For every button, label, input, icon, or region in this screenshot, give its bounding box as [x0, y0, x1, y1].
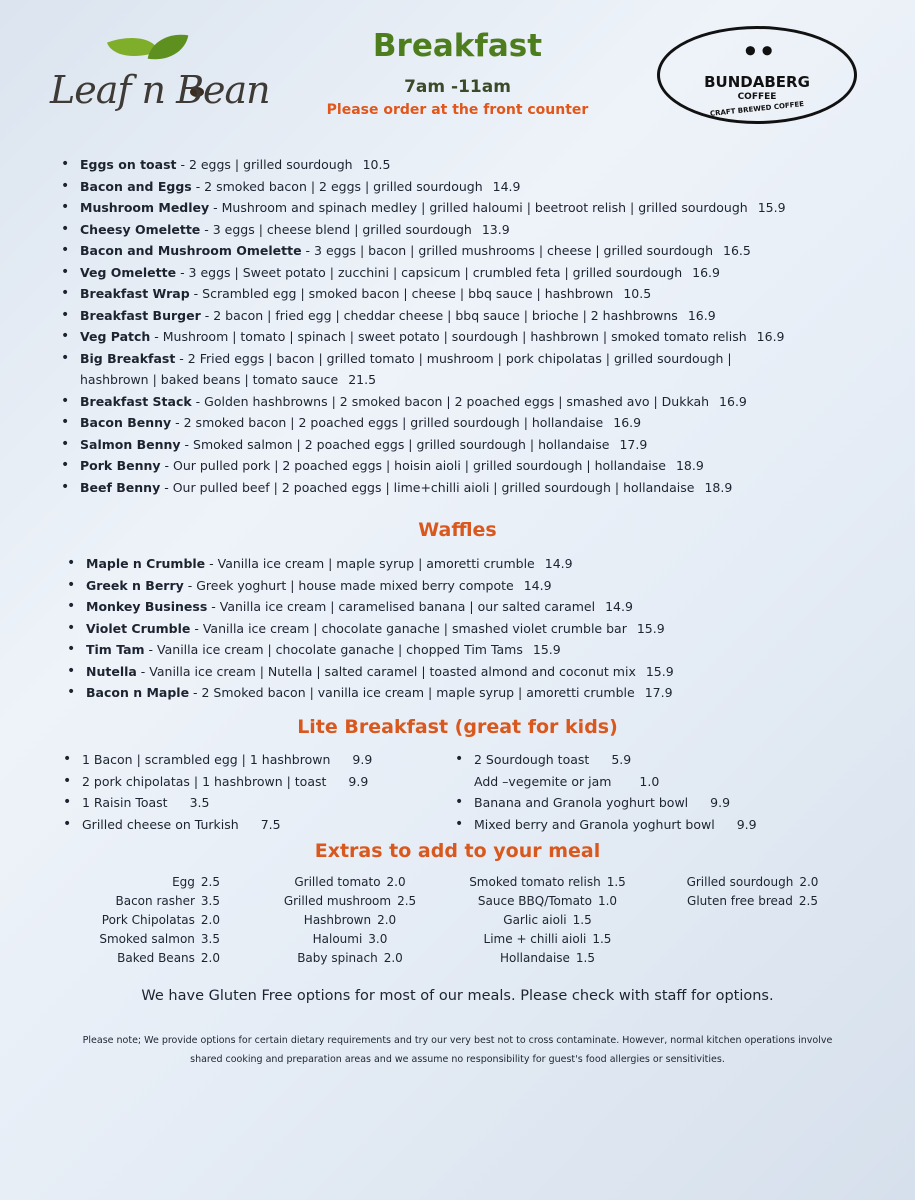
menu-item	[58, 305, 786, 327]
extra-item	[455, 911, 640, 930]
item-description: - Golden hashbrowns | 2 smoked bacon | 2 poached eggs | smashed avo | Dukkah	[191, 393, 710, 409]
menu-item	[58, 176, 786, 198]
item-name: 2 Sourdough toast	[474, 752, 590, 767]
lite-item	[60, 814, 372, 836]
extra-price: 3.5	[200, 932, 220, 946]
menu-item	[64, 618, 674, 640]
extra-price: 2.0	[200, 951, 220, 965]
menu-item	[58, 455, 786, 477]
item-description: - 3 eggs | Sweet potato | zucchini | capsicum | crumbled feta | grilled sourdough	[176, 264, 683, 280]
extra-item	[260, 911, 440, 930]
extra-item	[60, 949, 220, 968]
menu-item	[64, 575, 674, 597]
item-description: - Our pulled beef | 2 poached eggs | lime+chilli aioli | grilled sourdough | hollandaise	[160, 479, 695, 495]
item-price: 17.9	[619, 436, 648, 452]
page-title: Breakfast	[372, 28, 543, 64]
item-price: 16.9	[756, 329, 785, 344]
item-price: 14.9	[523, 577, 552, 593]
breakfast-list	[58, 154, 786, 498]
item-price: 15.9	[757, 200, 786, 215]
extra-name: Grilled sourdough	[686, 875, 794, 889]
item-price: 9.9	[710, 795, 731, 810]
logo-brand-name: BUNDABERG	[704, 73, 810, 91]
item-name: Bacon n Maple	[86, 685, 190, 700]
item-price: 16.5	[723, 243, 751, 258]
extra-name: Garlic aioli	[503, 913, 567, 927]
menu-item	[58, 434, 786, 456]
item-price: 16.9	[613, 415, 642, 430]
item-price: 15.9	[636, 620, 665, 636]
item-price: 18.9	[675, 458, 704, 473]
extra-price: 2.0	[383, 951, 403, 965]
waffles-heading: Waffles	[418, 519, 497, 541]
item-name: Breakfast Burger	[80, 307, 201, 323]
item-price: 15.9	[645, 663, 674, 679]
item-price: 14.9	[605, 599, 633, 614]
lite-breakfast-heading: Lite Breakfast (great for kids)	[297, 716, 618, 738]
item-price: 18.9	[704, 479, 733, 495]
logo-brand-sub: COFFEE	[737, 92, 777, 102]
item-name: Mixed berry and Granola yoghurt bowl	[474, 816, 715, 832]
lite-item	[452, 792, 757, 814]
addon-price: 1.0	[639, 773, 660, 789]
menu-item	[58, 391, 786, 413]
item-name: Greek n Berry	[86, 577, 184, 593]
menu-item	[58, 412, 786, 434]
item-price: 13.9	[481, 221, 510, 237]
item-description: - 2 smoked bacon | 2 poached eggs | grilled sourdough | hollandaise	[171, 415, 604, 430]
extra-name: Baby spinach	[297, 951, 378, 965]
item-description: - Greek yoghurt | house made mixed berry compote	[183, 577, 514, 593]
extras-column	[60, 873, 220, 968]
menu-item	[64, 596, 674, 618]
item-price: 5.9	[611, 752, 632, 767]
item-name: Bacon and Mushroom Omelette	[80, 243, 302, 258]
menu-item	[64, 553, 674, 575]
menu-item	[58, 326, 786, 348]
extra-price: 2.5	[200, 875, 220, 889]
item-description: - Vanilla ice cream | chocolate ganache | smashed violet crumble bar	[190, 620, 627, 636]
extra-name: Sauce BBQ/Tomato	[477, 894, 592, 908]
extra-item	[455, 930, 640, 949]
item-description: - Vanilla ice cream | caramelised banana | our salted caramel	[207, 599, 596, 614]
item-name: Bacon and Eggs	[80, 178, 192, 194]
item-price: 17.9	[644, 685, 673, 700]
menu-item	[58, 348, 786, 391]
extra-item	[60, 911, 220, 930]
item-description: - 2 smoked bacon | 2 eggs | grilled sourdough	[191, 178, 483, 194]
extra-price: 2.0	[200, 913, 220, 927]
allergy-disclaimer: Please note; We provide options for certain dietary requirements and try our very best not to cross contaminate. However, normal kitchen operations involve shared cooking and preparation areas and we assume no responsibility for guest's food allergies or sensitivities.	[82, 1035, 833, 1065]
extra-item	[60, 873, 220, 892]
item-price: 16.9	[719, 393, 747, 409]
logo-text: Leaf n Bean	[50, 68, 270, 112]
addon-name: Add –vegemite or jam	[474, 773, 612, 789]
extras-column	[455, 873, 640, 968]
item-description: - 2 Smoked bacon | vanilla ice cream | maple syrup | amoretti crumble	[189, 685, 635, 700]
extra-name: Grilled tomato	[294, 875, 381, 889]
extra-item	[260, 949, 440, 968]
menu-item	[58, 197, 786, 219]
item-price: 16.9	[687, 307, 716, 323]
extra-item	[455, 873, 640, 892]
item-name: Pork Benny	[80, 458, 161, 473]
extra-item	[665, 892, 840, 911]
item-name: Veg Omelette	[80, 264, 177, 280]
item-description: - 3 eggs | bacon | grilled mushrooms | cheese | grilled sourdough	[301, 243, 713, 258]
item-description: - Smoked salmon | 2 poached eggs | grilled sourdough | hollandaise	[180, 436, 610, 452]
item-description: - Mushroom and spinach medley | grilled haloumi | beetroot relish | grilled sourdough	[209, 200, 748, 215]
gluten-free-note: We have Gluten Free options for most of our meals. Please check with staff for options.	[141, 988, 774, 1004]
extra-item	[260, 930, 440, 949]
extra-price: 1.5	[575, 951, 596, 965]
menu-item	[58, 219, 786, 241]
extra-price: 3.5	[200, 894, 220, 908]
menu-item	[64, 682, 674, 704]
item-price: 15.9	[532, 642, 561, 657]
extra-name: Gluten free bread	[687, 894, 793, 908]
menu-item	[64, 661, 674, 683]
waffles-list	[64, 553, 674, 704]
extra-item	[60, 930, 220, 949]
item-name: Cheesy Omelette	[80, 221, 201, 237]
item-price: 10.5	[623, 286, 652, 301]
menu-item	[58, 477, 786, 499]
item-price: 9.9	[348, 773, 369, 789]
item-name: Breakfast Stack	[80, 393, 192, 409]
extra-price: 1.5	[592, 932, 612, 946]
extras-column	[665, 873, 840, 911]
extra-price: 2.5	[397, 894, 417, 908]
lite-breakfast-list-right	[452, 749, 757, 835]
extra-name: Hollandaise	[499, 951, 570, 965]
item-name: Beef Benny	[80, 479, 161, 495]
extra-name: Lime + chilli aioli	[483, 932, 587, 946]
item-price: 16.9	[692, 264, 720, 280]
item-name: 2 pork chipolatas | 1 hashbrown | toast	[82, 773, 327, 789]
extra-price: 2.5	[798, 894, 818, 908]
leaf-icon	[148, 29, 189, 65]
extra-item	[260, 892, 440, 911]
item-name: Tim Tam	[86, 642, 145, 657]
logo-tagline: CRAFT BREWED COFFEE	[709, 100, 805, 118]
item-description: - Mushroom | tomato | spinach | sweet potato | sourdough | hashbrown | smoked tomato relish	[150, 329, 747, 344]
item-name: Salmon Benny	[80, 436, 181, 452]
item-description: - Scrambled egg | smoked bacon | cheese | bbq sauce | hashbrown	[189, 286, 614, 301]
item-price: 9.9	[352, 752, 373, 767]
item-price: 14.9	[492, 178, 521, 194]
extra-name: Smoked salmon	[99, 932, 195, 946]
item-description: - 2 Fried eggs | bacon | grilled tomato | mushroom | pork chipolatas | grilled sourdough |	[175, 350, 732, 366]
extra-name: Haloumi	[312, 932, 363, 946]
item-name: Violet Crumble	[86, 620, 191, 636]
item-name: Big Breakfast	[80, 350, 176, 366]
item-description: - 3 eggs | cheese blend | grilled sourdough	[200, 221, 472, 237]
extra-name: Bacon rasher	[115, 894, 195, 908]
extra-name: Hashbrown	[303, 913, 372, 927]
extras-heading: Extras to add to your meal	[314, 840, 601, 862]
extra-price: 2.0	[799, 875, 819, 889]
item-name: Bacon Benny	[80, 415, 172, 430]
lite-item	[60, 771, 372, 793]
menu-item	[58, 262, 786, 284]
item-description: - Our pulled pork | 2 poached eggs | hoisin aioli | grilled sourdough | hollandaise	[160, 458, 666, 473]
extra-price: 2.0	[386, 875, 406, 889]
item-price: 3.5	[189, 795, 210, 810]
bundaberg-coffee-logo	[657, 26, 857, 124]
extra-price: 2.0	[377, 913, 397, 927]
extra-name: Smoked tomato relish	[469, 875, 601, 889]
extra-item	[455, 949, 640, 968]
menu-item	[58, 240, 786, 262]
item-name: Breakfast Wrap	[80, 286, 190, 301]
item-name: Eggs on toast	[80, 157, 177, 172]
opening-hours: 7am -11am	[404, 77, 511, 97]
extra-name: Baked Beans	[117, 951, 195, 965]
menu-item	[58, 283, 786, 305]
extra-price: 1.5	[606, 875, 626, 889]
menu-item	[64, 639, 674, 661]
lite-item	[452, 749, 757, 771]
item-description: - 2 bacon | fried egg | cheddar cheese | bbq sauce | brioche | 2 hashbrowns	[200, 307, 678, 323]
item-name: Mushroom Medley	[80, 200, 210, 215]
item-name: 1 Raisin Toast	[82, 795, 168, 810]
item-price: 7.5	[260, 816, 281, 832]
extra-item	[665, 873, 840, 892]
item-description: - Vanilla ice cream | maple syrup | amoretti crumble	[205, 556, 535, 571]
coffee-beans-icon: ⚫⚫	[742, 39, 776, 63]
item-name: Monkey Business	[86, 599, 208, 614]
lite-addon	[452, 771, 757, 793]
item-price: 10.5	[362, 157, 391, 172]
item-name: Grilled cheese on Turkish	[82, 816, 239, 832]
extra-price: 3.0	[368, 932, 388, 946]
extra-name: Egg	[172, 875, 195, 889]
item-name: Nutella	[86, 663, 137, 679]
extra-item	[455, 892, 640, 911]
order-note: Please order at the front counter	[326, 102, 589, 118]
extra-item	[60, 892, 220, 911]
item-name: 1 Bacon | scrambled egg | 1 hashbrown	[82, 752, 331, 767]
lite-breakfast-list-left	[60, 749, 372, 835]
menu-item	[58, 154, 786, 176]
item-description-cont	[80, 369, 786, 391]
lite-item	[60, 749, 372, 771]
leaf-n-bean-logo	[50, 32, 310, 112]
extra-name: Pork Chipolatas	[101, 913, 195, 927]
item-name: Veg Patch	[80, 329, 151, 344]
item-description: - Vanilla ice cream | Nutella | salted caramel | toasted almond and coconut mix	[136, 663, 636, 679]
lite-item	[60, 792, 372, 814]
extra-price: 1.5	[572, 913, 592, 927]
item-description-line2: hashbrown | baked beans | tomato sauce	[80, 372, 339, 387]
extra-item	[260, 873, 440, 892]
item-name: Banana and Granola yoghurt bowl	[474, 795, 689, 810]
item-description: - 2 eggs | grilled sourdough	[176, 157, 353, 172]
item-description: - Vanilla ice cream | chocolate ganache | chopped Tim Tams	[144, 642, 523, 657]
item-price: 21.5	[348, 372, 377, 387]
extra-price: 1.0	[597, 894, 618, 908]
item-name: Maple n Crumble	[86, 556, 206, 571]
extra-name: Grilled mushroom	[283, 894, 392, 908]
item-price: 9.9	[736, 816, 757, 832]
item-price: 14.9	[544, 556, 573, 571]
extras-column	[260, 873, 440, 968]
lite-item	[452, 814, 757, 836]
